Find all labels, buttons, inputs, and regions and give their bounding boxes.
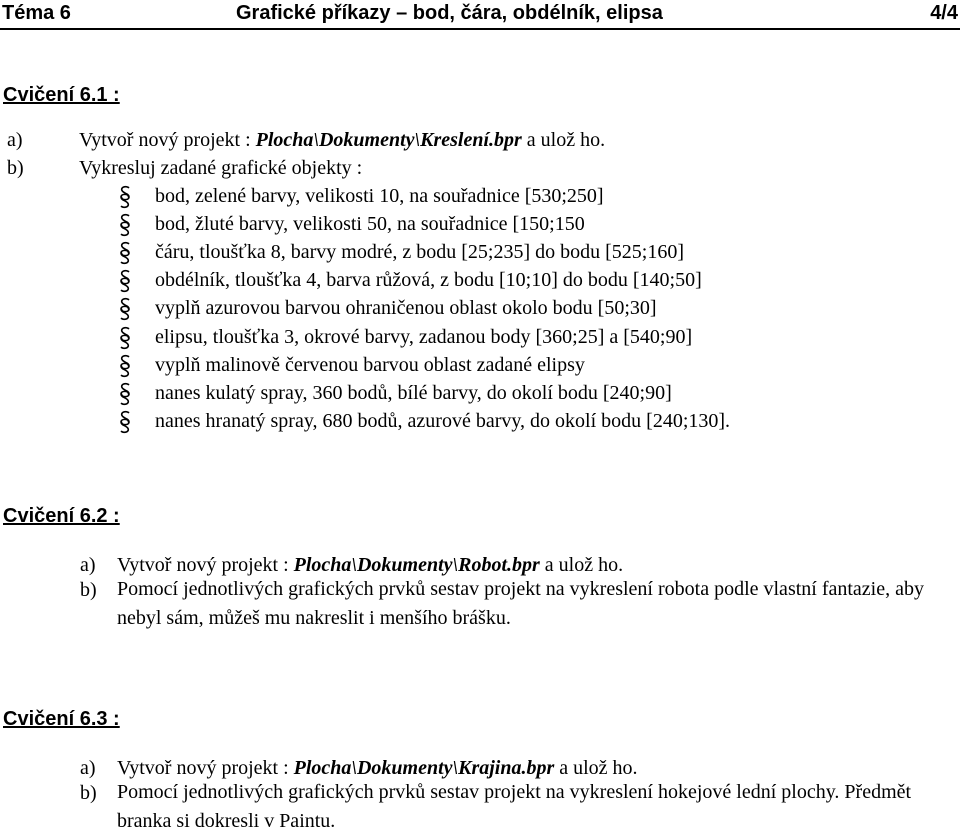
list-item: vyplň malinově červenou barvou oblast zadané elipsy (155, 354, 585, 376)
task-a-label: a) (80, 554, 96, 576)
list-item: čáru, tloušťka 8, barvy modré, z bodu [25;235] do bodu [525;160] (155, 241, 684, 263)
list-item: bod, zelené barvy, velikosti 10, na souřadnice [530;250] (155, 185, 604, 207)
exercise-2-task-b-label: b) (80, 579, 97, 601)
section-bullet-icon (117, 269, 137, 293)
section-bullet-icon (117, 213, 137, 237)
task-a-label: a) (7, 129, 23, 151)
page-header (0, 0, 960, 30)
header-topic: Téma 6 (2, 2, 71, 24)
section-bullet-icon (117, 185, 137, 209)
section-bullet-icon (117, 354, 137, 378)
list-item: elipsu, tloušťka 3, okrové barvy, zadanou body [360;25] a [540;90] (155, 326, 693, 348)
task-a-path: Plocha\Dokumenty\Robot.bpr (293, 554, 540, 576)
list-item: obdélník, tloušťka 4, barva růžová, z bodu [10;10] do bodu [140;50] (155, 269, 702, 291)
exercise-3-task-b-text: Pomocí jednotlivých grafických prvků sestav projekt na vykreslení hokejové lední plochy. Předmět branka si dokresli v Paintu. (117, 781, 912, 832)
exercise-1-task-b (7, 156, 362, 180)
section-bullet-icon (117, 382, 137, 406)
exercise-1-heading: Cvičení 6.1 : (3, 84, 120, 106)
list-item: vyplň azurovou barvou ohraničenou oblast okolo bodu [50;30] (155, 297, 657, 319)
task-a-label: a) (80, 757, 96, 779)
section-bullet-icon (117, 297, 137, 321)
list-item: bod, žluté barvy, velikosti 50, na souřadnice [150;150 (155, 213, 585, 235)
section-bullet-icon (117, 241, 137, 265)
task-a-path: Plocha\Dokumenty\Kreslení.bpr (255, 129, 522, 151)
exercise-2-heading: Cvičení 6.2 : (3, 505, 120, 527)
header-title: Grafické příkazy – bod, čára, obdélník, elipsa (236, 2, 663, 24)
task-b-text: Vykresluj zadané grafické objekty : (79, 157, 363, 179)
header-page-number: 4/4 (930, 2, 958, 24)
exercise-3-heading: Cvičení 6.3 : (3, 708, 120, 730)
exercise-3-task-a (80, 756, 638, 780)
list-item: nanes hranatý spray, 680 bodů, azurové barvy, do okolí bodu [240;130]. (155, 410, 731, 432)
task-a-post: a ulož ho. (521, 129, 606, 151)
task-a-post: a ulož ho. (539, 554, 624, 576)
task-a-pre: Vytvoř nový projekt : (117, 757, 294, 779)
task-a-pre: Vytvoř nový projekt : (117, 554, 294, 576)
exercise-3-task-b-label: b) (80, 782, 97, 804)
exercise-2-task-b-text: Pomocí jednotlivých grafických prvků sestav projekt na vykreslení robota podle vlastní fantazie, aby nebyl sám, můžeš mu nakreslit i menšího brášku. (117, 578, 924, 629)
exercise-1-task-a (7, 128, 605, 152)
task-a-path: Plocha\Dokumenty\Krajina.bpr (293, 757, 555, 779)
list-item: nanes kulatý spray, 360 bodů, bílé barvy, do okolí bodu [240;90] (155, 382, 672, 404)
section-bullet-icon (117, 326, 137, 350)
section-bullet-icon (117, 410, 137, 434)
exercise-2-task-a (80, 553, 623, 577)
task-b-label: b) (7, 157, 24, 179)
task-a-post: a ulož ho. (554, 757, 638, 779)
task-a-pre: Vytvoř nový projekt : (79, 129, 256, 151)
